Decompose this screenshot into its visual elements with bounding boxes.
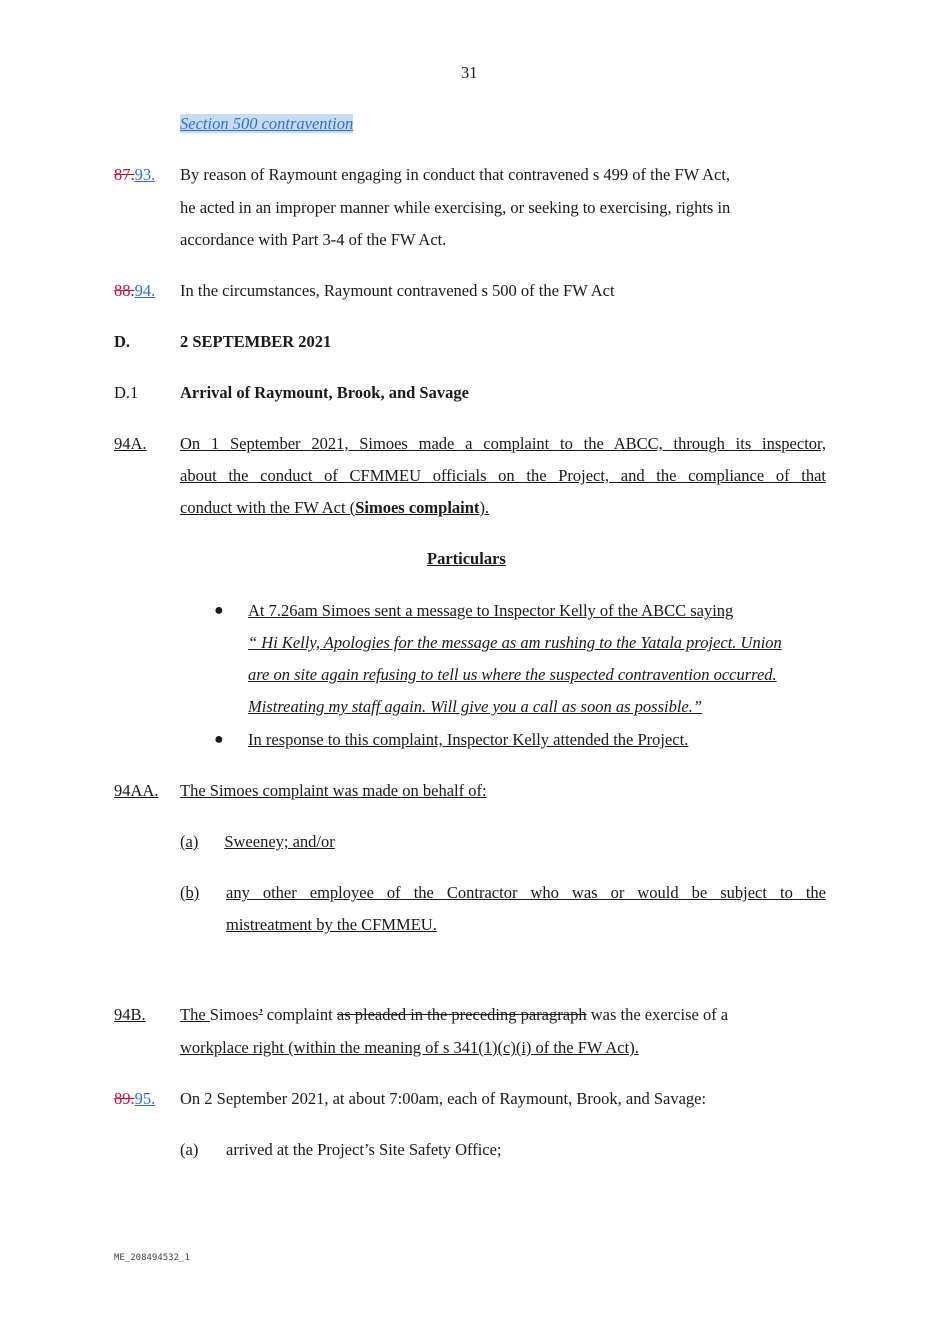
paragraph-93-line-2: he acted in an improper manner while exercising, or seeking to exercising, rights in [180,198,731,217]
paragraph-95-text: On 2 September 2021, at about 7:00am, each of Raymount, Brook, and Savage: [180,1089,707,1108]
bullet-icon: ● [214,602,224,619]
particular-1-line-2: “ Hi Kelly, Apologies for the message as am rushing to the Yatala project. Union [248,633,782,652]
inserted-number [135,281,178,300]
paragraph-94aa-number [114,781,180,801]
paragraph-95-number [114,1089,177,1109]
paragraph-94a-number [114,434,179,454]
particular-1-line-3: are on site again refusing to tell us where the suspected contravention occurred. [248,665,777,684]
paragraph-94a-number-text: 94A. [114,434,147,453]
inserted-number [135,165,178,184]
heading-d1-title: Arrival of Raymount, Brook, and Savage [180,383,469,402]
paragraph-94aa-text: The Simoes complaint was made on behalf of: [180,781,487,800]
particular-2-text: In response to this complaint, Inspector Kelly attended the Project. [248,730,689,749]
particulars-heading: Particulars [427,549,506,568]
heading-d-title: 2 SEPTEMBER 2021 [180,332,332,351]
paragraph-94b-number-text: 94B. [114,1005,146,1024]
paragraph-94a-line-3 [180,498,489,518]
deleted-number: 87. [114,165,135,184]
paragraph-94-text: In the circumstances, Raymount contravened s 500 of the FW Act [180,281,615,300]
sub-item-label: (a) [180,832,199,851]
paragraph-94aa-number-text: 94AA. [114,781,159,800]
paragraph-94b-line-2: workplace right (within the meaning of s 341(1)(c)(i) of the FW Act). [180,1038,639,1057]
section-heading [180,114,353,134]
paragraph-94b-number [114,1005,178,1025]
inserted-number [135,1089,178,1108]
defined-term: Simoes complaint [355,498,480,517]
inserted-number-text: 93. [134,165,156,184]
sub-item-label: (b) [180,883,200,902]
text: complaint [262,1005,337,1024]
heading-d-number: D. [114,332,131,351]
sub-item-b-line-2: mistreatment by the CFMMEU. [226,915,437,934]
sub-item-b-label [180,883,225,903]
bullet-icon: ● [214,731,224,748]
line-text: conduct with the FW Act ( [180,498,356,517]
deleted-text: ’ [258,1005,263,1024]
heading-d1-number: D.1 [114,383,139,402]
paragraph-95-sub-a-label: (a) [180,1140,199,1159]
text: Simoes [209,1005,259,1024]
line-text: ). [479,498,490,517]
particular-1-line-4: Mistreating my staff again. Will give you a call as soon as possible.” [248,697,703,716]
inserted-number-text: 95. [134,1089,156,1108]
paragraph-94-number [114,281,177,301]
text: was the exercise of a [586,1005,729,1024]
paragraph-93-line-3: accordance with Part 3-4 of the FW Act. [180,230,447,249]
paragraph-93-line-1: By reason of Raymount engaging in conduct that contravened s 499 of the FW Act, [180,165,731,184]
page-number: 31 [461,63,478,82]
paragraph-93-number [114,165,177,185]
section-heading-text: Section 500 contravention [180,114,354,133]
deleted-text: as pleaded in the preceding paragraph [336,1005,587,1024]
deleted-number: 89. [114,1089,135,1108]
paragraph-94a-line-2: about the conduct of CFMMEU officials on the Project, and the compliance of that [180,466,826,485]
inserted-number-text: 94. [134,281,156,300]
sub-item-a [170,832,335,852]
paragraph-94a-line-1: On 1 September 2021, Simoes made a complaint to the ABCC, through its inspector, [180,434,826,453]
inserted-text: The [180,1005,210,1024]
document-reference-footer: ME_208494532_1 [114,1253,190,1263]
sub-item-b-line-1: any other employee of the Contractor who was or would be subject to the [226,883,826,902]
paragraph-95-sub-a-text: arrived at the Project’s Site Safety Office; [226,1140,502,1159]
particular-1-line-1: At 7.26am Simoes sent a message to Inspector Kelly of the ABCC saying [248,601,734,620]
sub-item-text: Sweeney; and/or [224,832,335,851]
paragraph-94b-line-1 [180,1005,728,1025]
deleted-number: 88. [114,281,135,300]
